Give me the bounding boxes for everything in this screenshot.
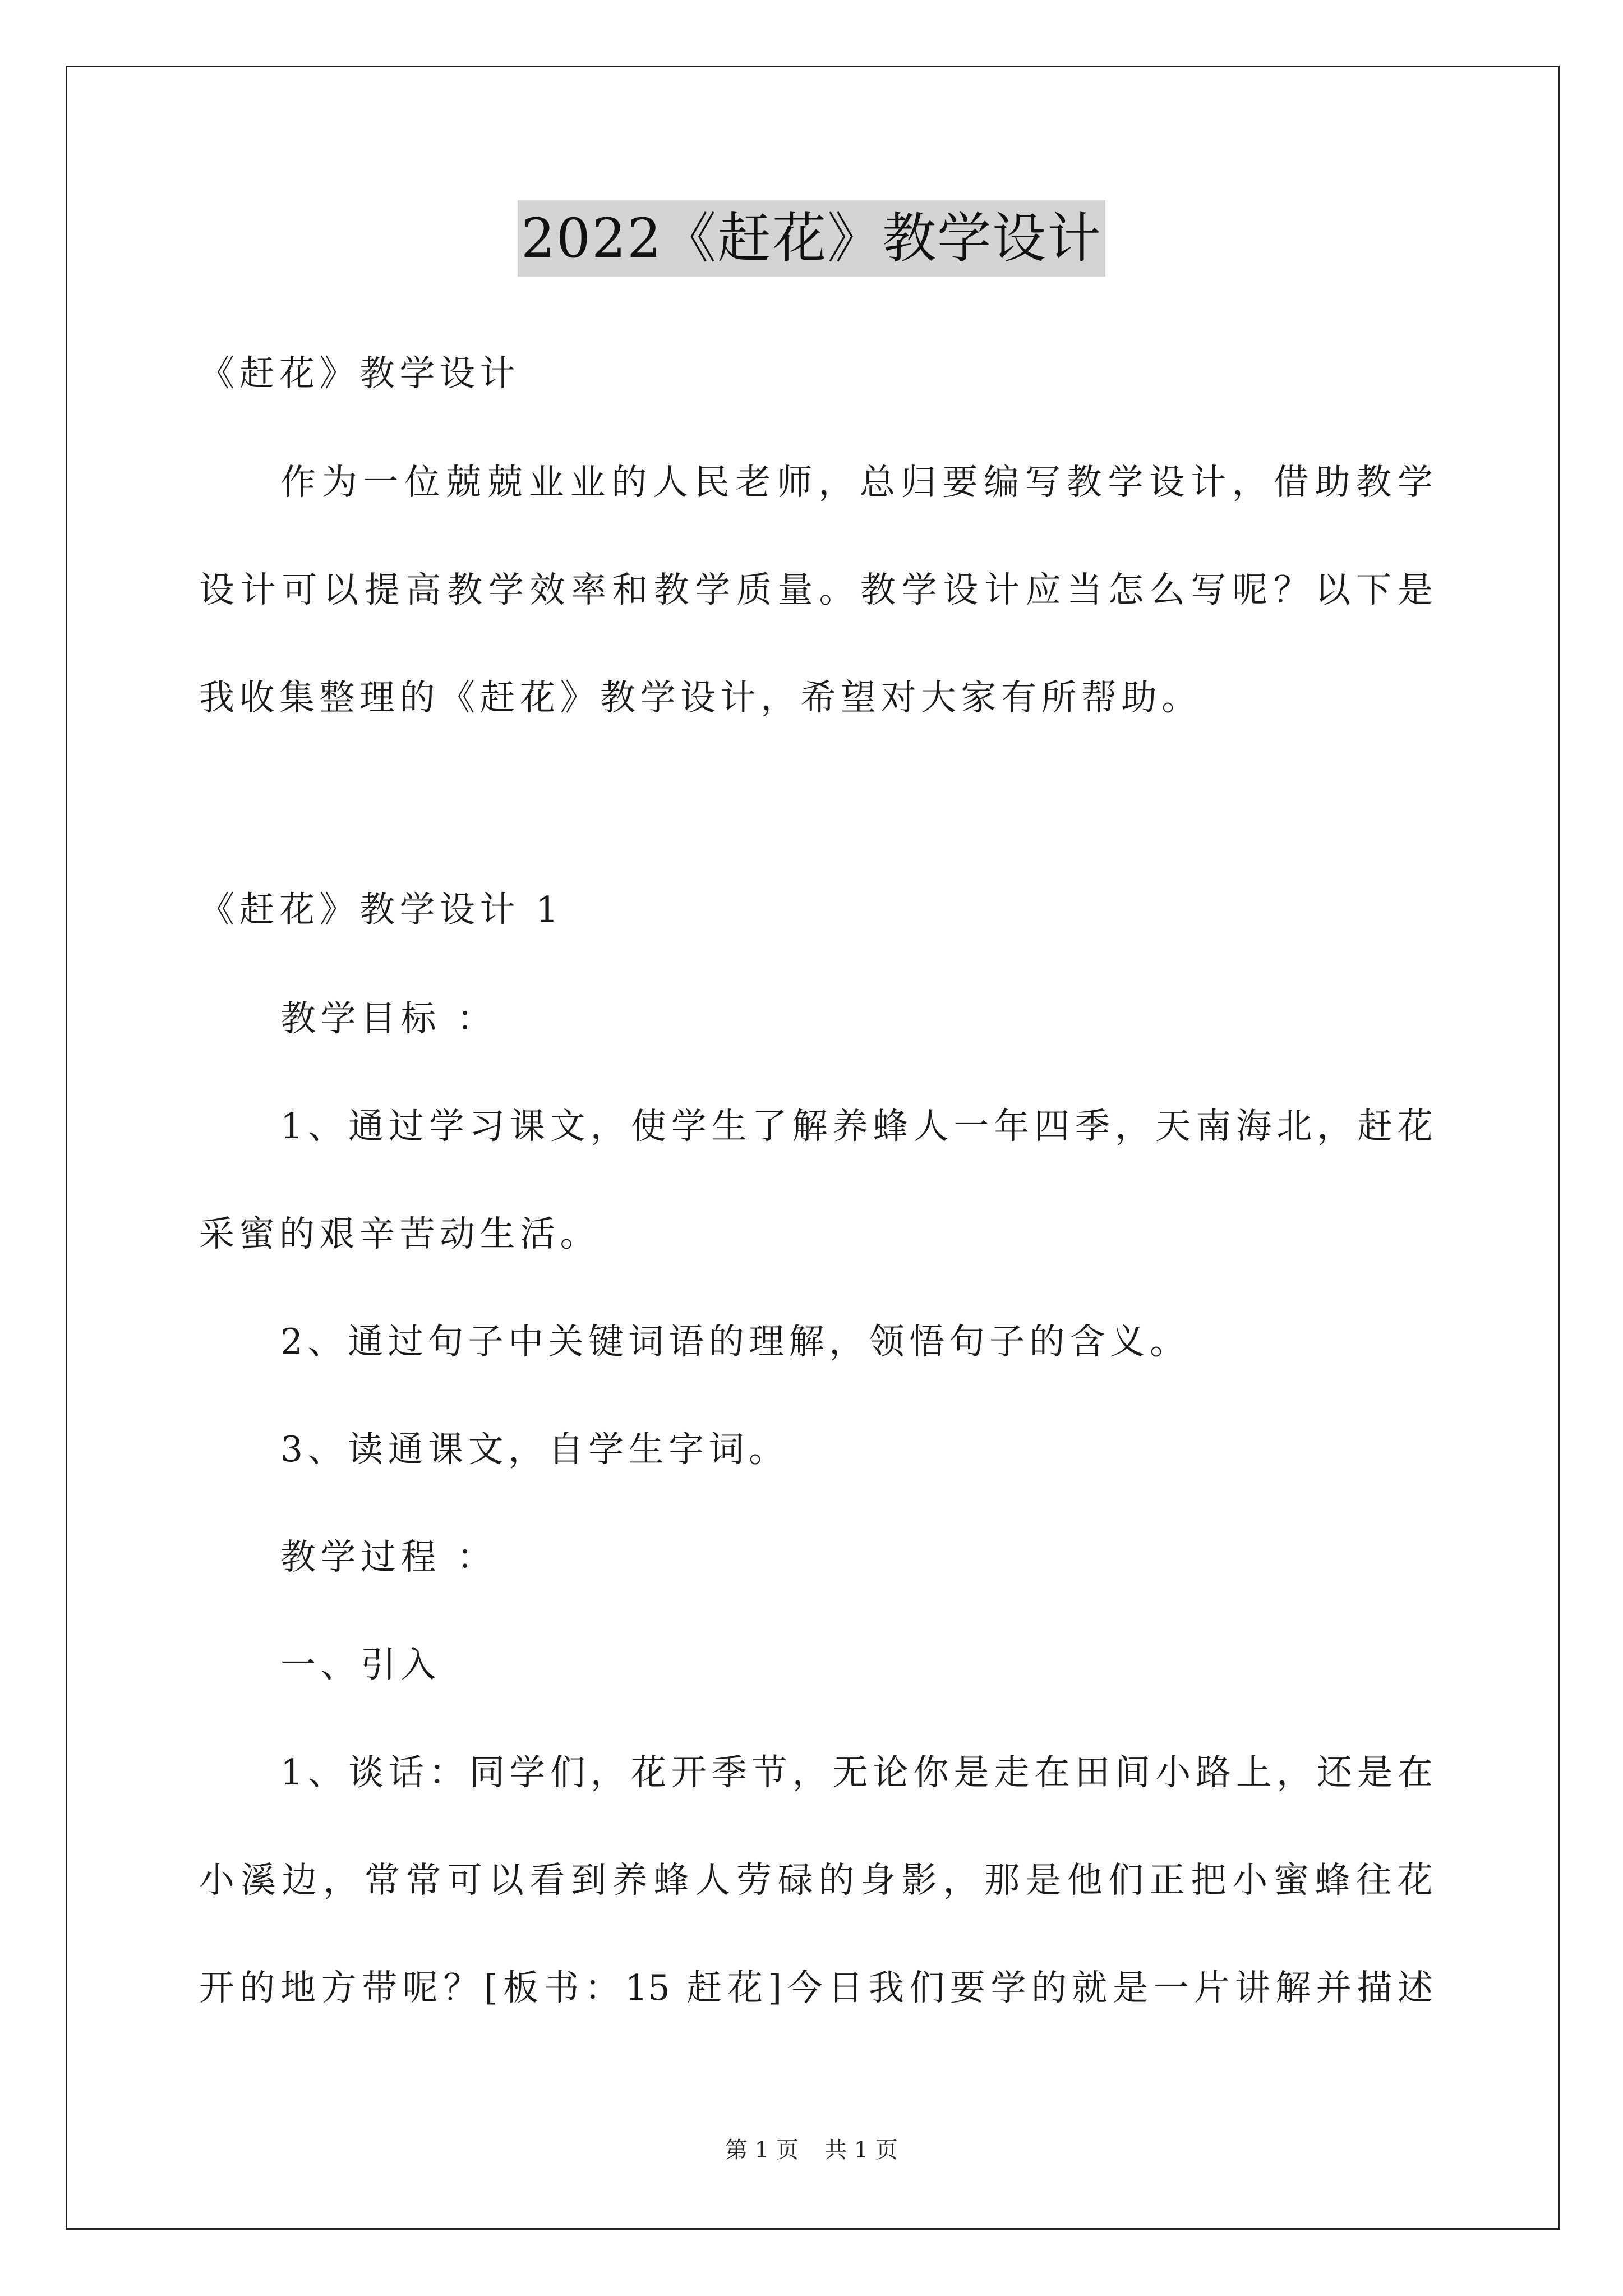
objective-2: 2、通过句子中关键词语的理解，领悟句子的含义。 [280,1321,1190,1362]
talk-line-2: 小溪边，常常可以看到养蜂人劳碌的身影，那是他们正把小蜜蜂往花 [199,1860,1433,1901]
document-subtitle: 《赶花》教学设计 [199,353,520,394]
intro-line-1: 作为一位兢兢业业的人民老师，总归要编写教学设计，借助教学 [280,462,1433,503]
section-heading: 《赶花》教学设计 1 [199,889,564,930]
objective-1-line-1: 1、通过学习课文，使学生了解养蜂人一年四季，天南海北，赶花 [280,1106,1433,1147]
part-one-label: 一、引入 [280,1644,441,1685]
page-number-current: 第 1 页 [725,2137,799,2163]
page-footer [0,2134,1623,2166]
title-container [0,200,1623,277]
process-label: 教学过程 ： [280,1536,497,1577]
document-title: 2022《赶花》教学设计 [518,200,1105,277]
objective-1-line-2: 采蜜的艰辛苦动生活。 [199,1213,600,1254]
talk-line-1: 1、谈话：同学们，花开季节，无论你是走在田间小路上，还是在 [280,1752,1433,1793]
objectives-label: 教学目标 ： [280,998,497,1039]
intro-line-3: 我收集整理的《赶花》教学设计，希望对大家有所帮助。 [199,677,1202,718]
talk-line-3: 开的地方带呢？[板书：15 赶花]今日我们要学的就是一片讲解并描述 [199,1967,1433,2008]
page-number-total: 共 1 页 [824,2137,898,2163]
objective-3: 3、读通课文，自学生字词。 [280,1429,789,1470]
intro-line-2: 设计可以提高教学效率和教学质量。教学设计应当怎么写呢？以下是 [199,569,1433,610]
